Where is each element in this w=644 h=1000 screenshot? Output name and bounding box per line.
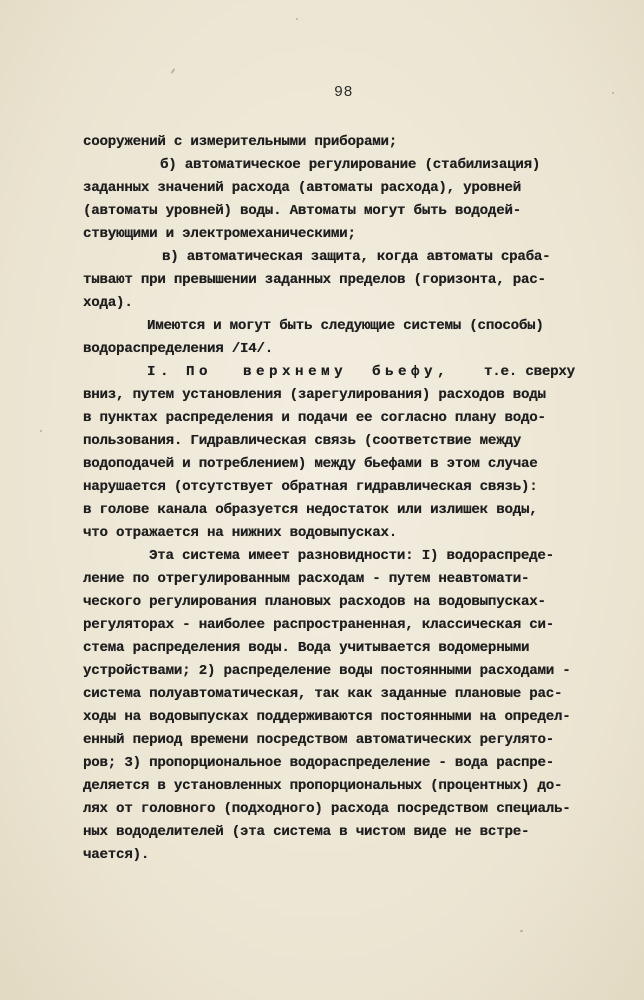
text-line: тывают при превышении заданных пределов (горизонта, рас-: [83, 272, 546, 288]
text-line: устройствами; 2) распределение воды постоянными расходами -: [83, 663, 571, 679]
text-line: т.е. сверху: [484, 364, 575, 380]
paper-speck: [170, 68, 175, 74]
text-line: Имеются и могут быть следующие системы (способы): [147, 318, 544, 334]
paper-speck: [40, 430, 42, 432]
text-line: хода).: [83, 295, 133, 311]
text-line: чается).: [83, 847, 150, 863]
text-line: в пунктах распределения и подачи ее согласно плану водо-: [83, 410, 546, 426]
text-line: нарушается (отсутствует обратная гидравлическая связь):: [83, 479, 538, 495]
text-line: б) автоматическое регулирование (стабилизация): [160, 157, 541, 173]
text-line: водораспределения /I4/.: [83, 341, 274, 357]
text-line: Эта система имеет разновидности: I) водораспреде-: [149, 548, 554, 564]
page-number: 98: [334, 84, 354, 101]
text-line: ческого регулирования плановых расходов на водовыпусках-: [83, 594, 546, 610]
text-line: стема распределения воды. Вода учитывается водомерными: [83, 640, 530, 656]
text-line: в) автоматическая защита, когда автоматы сраба-: [162, 249, 551, 265]
text-line: водоподачей и потреблением) между бьефами в этом случае: [83, 456, 538, 472]
text-line: ных вододелителей (эта система в чистом виде не встре-: [83, 824, 530, 840]
text-line: регуляторах - наиболее распространенная, классическая си-: [83, 617, 555, 633]
text-line-spaced: I. По: [147, 364, 213, 380]
paper-speck: [520, 930, 523, 932]
text-line: енный период времени посредством автоматических регулято-: [83, 732, 555, 748]
text-line: сооружений с измерительными приборами;: [83, 134, 398, 150]
text-line: система полуавтоматическая, так как заданные плановые рас-: [83, 686, 563, 702]
text-line: ров; 3) пропорциональное водораспределение - вода распре-: [83, 755, 555, 771]
text-line: лях от головного (подходного) расхода посредством специаль-: [83, 801, 571, 817]
text-line: ствующими и электромеханическими;: [83, 226, 356, 242]
text-line-spaced: верхнему: [243, 364, 348, 380]
text-line: вниз, путем установления (зарегулирования) расходов воды: [83, 387, 546, 403]
text-line: ление по отрегулированным расходам - путем неавтомати-: [83, 571, 530, 587]
text-line: ходы на водовыпусках поддерживаются постоянными на определ-: [83, 709, 571, 725]
paper-speck: [296, 18, 298, 20]
text-line: (автоматы уровней) воды. Автоматы могут быть вододей-: [83, 203, 521, 219]
text-line: пользования. Гидравлическая связь (соответствие между: [83, 433, 521, 449]
text-line: в голове канала образуется недостаток или излишек воды,: [83, 502, 538, 518]
text-line: что отражается на нижних водовыпусках.: [83, 525, 398, 541]
text-line: деляется в установленных пропорциональных (процентных) до-: [83, 778, 563, 794]
text-line-spaced: бьефу,: [372, 364, 451, 380]
paper-speck: [612, 92, 614, 94]
text-line: заданных значений расхода (автоматы расхода), уровней: [83, 180, 521, 196]
